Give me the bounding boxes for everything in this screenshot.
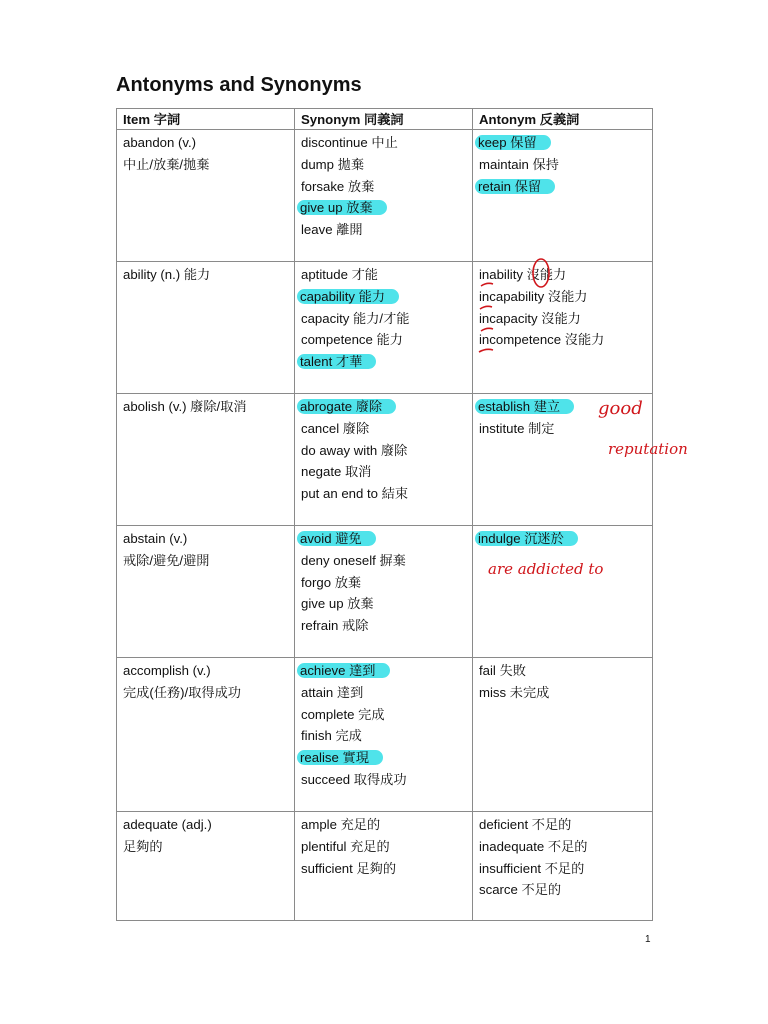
synonym-text: cancel 廢除 [301,420,370,436]
antonym-line [479,418,646,440]
synonym-text: forsake 放棄 [301,178,375,194]
synonym-line [301,660,466,682]
antonym-text: insufficient 不足的 [479,860,585,876]
antonym-line [479,154,646,176]
table-body [117,130,653,921]
synonym-line [301,483,466,505]
antonym-line [479,858,646,880]
synonym-line [301,308,466,330]
page-title: Antonyms and Synonyms [116,74,362,96]
item-cell [117,526,295,658]
note-addicted: are addicted to [488,560,604,578]
table-row [117,526,653,658]
item-text: abstain (v.) [123,531,188,546]
antonym-text: incompetence 沒能力 [479,332,605,348]
antonym-cell [473,130,653,262]
antonym-highlighted: establish 建立 [475,399,574,414]
antonym-line [479,329,646,351]
antonym-line [479,814,646,836]
synonym-line [301,682,466,704]
antonym-text: incapability 沒能力 [479,288,588,304]
synonym-highlighted: give up 放棄 [297,200,387,215]
synonym-text: forgo 放棄 [301,574,362,590]
synonym-text: discontinue 中止 [301,135,398,150]
antonym-text: deficient 不足的 [479,817,572,832]
table-row [117,394,653,526]
synonym-line [301,550,466,572]
synonym-text: sufficient 足夠的 [301,860,397,876]
synonym-text: ample 充足的 [301,817,381,832]
synonym-line [301,461,466,483]
synonym-line [301,747,466,769]
antonym-highlighted: retain 保留 [475,179,555,194]
note-good: good [598,398,643,419]
item-text: adequate (adj.) [123,817,212,832]
synonym-line [301,329,466,351]
header-item: Item 字詞 [117,109,295,130]
header-synonym: Synonym 同義詞 [295,109,473,130]
synonym-text: put an end to 結束 [301,486,409,502]
item-text: ability (n.) 能力 [123,267,211,282]
synonym-highlighted: talent 才華 [297,354,376,369]
synonym-line [301,814,466,836]
synonym-text: leave 離開 [301,222,363,238]
antonym-line [479,286,646,308]
antonym-text: institute 制定 [479,420,555,436]
item-cell [117,262,295,394]
synonym-text: aptitude 才能 [301,267,378,282]
synonym-highlighted: abrogate 廢除 [297,399,396,414]
antonym-line [479,879,646,901]
item-cell [117,812,295,921]
antonym-cell [473,812,653,921]
item-cell [117,658,295,812]
synonym-cell [295,130,473,262]
synonym-highlighted: capability 能力 [297,289,399,304]
synonym-line [301,396,466,418]
antonym-highlighted: keep 保留 [475,135,551,150]
synonym-line [301,264,466,286]
antonym-text: fail 失敗 [479,663,526,678]
page-number: 1 [645,934,651,945]
synonym-line [301,154,466,176]
synonym-line [301,197,466,219]
synonym-line [301,219,466,241]
antonym-line [479,176,646,198]
synonym-line [301,615,466,637]
antonym-text: miss 未完成 [479,684,550,700]
item-cell [117,130,295,262]
antonym-cell [473,262,653,394]
synonym-line [301,286,466,308]
synonym-line [301,725,466,747]
synonym-cell [295,394,473,526]
antonym-line [479,132,646,154]
header-antonym: Antonym 反義詞 [473,109,653,130]
synonym-cell [295,812,473,921]
antonym-line [479,660,646,682]
antonym-line [479,682,646,704]
item-text: 戒除/避免/避開 [123,552,210,568]
antonym-text: maintain 保持 [479,156,559,172]
synonym-highlighted: realise 實現 [297,750,383,765]
antonym-text: inadequate 不足的 [479,838,588,854]
synonym-line [301,132,466,154]
synonym-text: do away with 廢除 [301,442,408,458]
table-row [117,130,653,262]
item-text: 足夠的 [123,838,163,854]
synonym-cell [295,526,473,658]
synonym-text: capacity 能力/才能 [301,310,410,326]
note-reputation: reputation [608,440,688,458]
synonym-text: plentiful 充足的 [301,838,390,854]
synonym-line [301,769,466,791]
synonym-text: succeed 取得成功 [301,771,407,787]
synonym-text: deny oneself 摒棄 [301,552,406,568]
antonym-line [479,308,646,330]
synonym-line [301,704,466,726]
table-row [117,658,653,812]
synonym-text: refrain 戒除 [301,618,369,634]
table-row [117,812,653,921]
synonym-line [301,176,466,198]
synonym-line [301,351,466,373]
synonym-highlighted: achieve 達到 [297,663,390,678]
synonym-line [301,418,466,440]
synonym-text: give up 放棄 [301,596,374,612]
antonym-text: inability 沒能力 [479,267,567,282]
antonym-cell [473,526,653,658]
antonym-line [479,836,646,858]
synonym-line [301,593,466,615]
item-text: accomplish (v.) [123,663,211,678]
synonym-text: negate 取消 [301,464,372,480]
table-header-row [117,109,653,130]
synonym-cell [295,262,473,394]
item-text: abandon (v.) [123,135,197,150]
antonym-highlighted: indulge 沉迷於 [475,531,578,546]
synonym-line [301,440,466,462]
antonym-cell [473,658,653,812]
antonym-text: incapacity 沒能力 [479,310,581,326]
synonym-text: dump 拋棄 [301,156,365,172]
item-text: 中止/放棄/拋棄 [123,156,210,172]
item-cell [117,394,295,526]
synonym-line [301,528,466,550]
synonym-cell [295,658,473,812]
synonym-text: competence 能力 [301,332,403,348]
antonym-line [479,528,646,550]
vocabulary-table [116,108,653,921]
synonym-text: finish 完成 [301,728,362,744]
antonym-line [479,264,646,286]
synonym-text: complete 完成 [301,706,385,722]
item-text: 完成(任務)/取得成功 [123,684,241,700]
synonym-highlighted: avoid 避免 [297,531,376,546]
synonym-line [301,836,466,858]
synonym-text: attain 達到 [301,684,364,700]
item-text: abolish (v.) 廢除/取消 [123,399,247,414]
table-row [117,262,653,394]
antonym-text: scarce 不足的 [479,882,562,898]
synonym-line [301,572,466,594]
synonym-line [301,858,466,880]
